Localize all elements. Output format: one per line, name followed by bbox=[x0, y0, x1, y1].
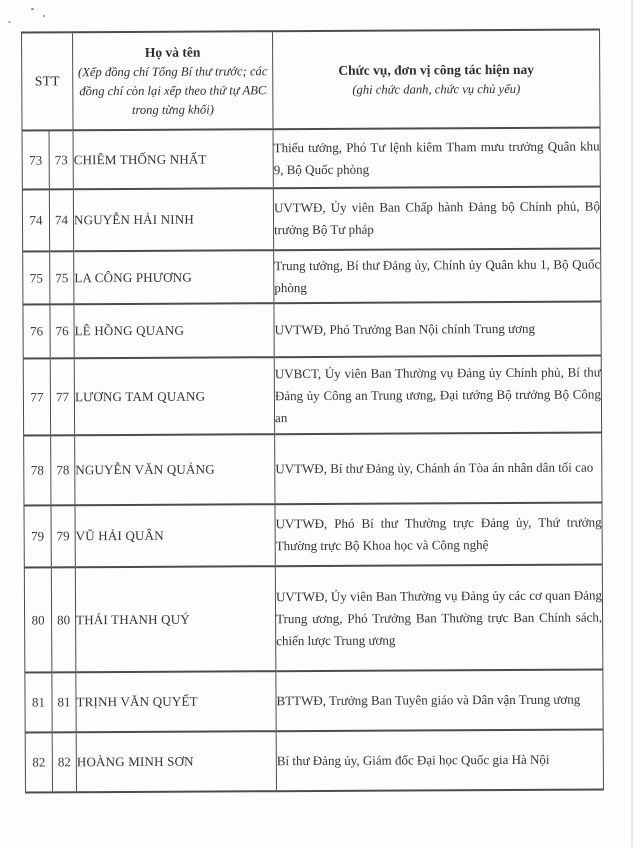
stt-cell-secondary: 78 bbox=[51, 435, 75, 505]
position-cell: UVTWĐ, Ủy viên Ban Chấp hành Đảng bộ Chính phủ, Bộ trưởng Bộ Tư pháp bbox=[273, 186, 600, 250]
name-cell: TRỊNH VĂN QUYẾT bbox=[76, 671, 276, 732]
table-header-row bbox=[22, 29, 601, 130]
position-cell: UVTWĐ, Phó Bí thư Thường trực Đảng ủy, Thứ trưởng Thường trực Bộ Khoa học và Công nghệ bbox=[275, 502, 602, 566]
officials-table bbox=[21, 28, 604, 793]
stt-cell-primary: 78 bbox=[24, 435, 51, 505]
stt-cell-secondary: 79 bbox=[51, 505, 75, 567]
position-cell: UVTWĐ, Phó Trưởng Ban Nội chính Trung ương bbox=[274, 301, 601, 357]
table-row bbox=[23, 248, 601, 304]
header-name bbox=[73, 31, 274, 130]
stt-cell-secondary: 77 bbox=[50, 358, 74, 435]
table-row bbox=[22, 186, 600, 251]
name-cell: LƯƠNG TAM QUANG bbox=[74, 357, 274, 435]
table-row bbox=[24, 432, 602, 505]
stt-cell-primary: 77 bbox=[23, 358, 50, 435]
table-row bbox=[25, 669, 603, 732]
name-cell: THÁI THANH QUÝ bbox=[75, 566, 276, 672]
table-row bbox=[23, 301, 601, 358]
stt-cell-primary: 73 bbox=[22, 130, 49, 189]
header-position-title: Chức vụ, đơn vị công tác hiện nay bbox=[338, 61, 535, 78]
stt-cell-secondary: 80 bbox=[51, 567, 76, 672]
table-row bbox=[23, 355, 601, 435]
position-cell: UVTWĐ, Bí thư Đảng ủy, Chánh án Tòa án nhân dân tối cao bbox=[275, 432, 602, 504]
scan-edge-shadow bbox=[631, 0, 633, 847]
position-cell: UVBCT, Ủy viên Ban Thường vụ Đảng ủy Chính phủ, Bí thư Đảng ủy Công an Trung ương, Đại tướng Bộ trưởng Bộ Công an bbox=[274, 355, 601, 434]
header-name-title: Họ và tên bbox=[144, 44, 201, 60]
stt-cell-secondary: 75 bbox=[50, 251, 74, 304]
header-name-note: (Xếp đồng chí Tổng Bí thư trước; các đồng chí còn lại xếp theo thứ tự ABC trong từng khối) bbox=[77, 63, 268, 117]
scan-speck bbox=[43, 15, 45, 17]
name-cell: NGUYỄN HẢI NINH bbox=[73, 188, 273, 251]
name-cell: NGUYỄN VĂN QUẢNG bbox=[75, 434, 275, 505]
position-cell: Bí thư Đảng ủy, Giám đốc Đại học Quốc gia Hà Nội bbox=[276, 729, 603, 791]
stt-cell-primary: 75 bbox=[23, 251, 50, 304]
header-position bbox=[273, 29, 601, 129]
position-cell: Trung tướng, Bí thư Đảng ủy, Chính ủy Quân khu 1, Bộ Quốc phòng bbox=[274, 248, 601, 303]
stt-cell-primary: 82 bbox=[25, 732, 52, 792]
position-cell: UVTWĐ, Ủy viên Ban Thường vụ Đảng ủy các cơ quan Đảng Trung ương, Phó Trưởng Ban Thường trực Ban Chính sách, chiến lược Trung ương bbox=[275, 564, 603, 671]
stt-cell-primary: 76 bbox=[23, 304, 50, 358]
position-cell: Thiếu tướng, Phó Tư lệnh kiêm Tham mưu trưởng Quân khu 9, Bộ Quốc phòng bbox=[273, 127, 600, 188]
name-cell: CHIÊM THỐNG NHẤT bbox=[73, 129, 273, 189]
header-stt: STT bbox=[22, 32, 74, 130]
stt-cell-secondary: 81 bbox=[52, 672, 76, 732]
stt-cell-secondary: 76 bbox=[50, 304, 74, 358]
stt-cell-secondary: 74 bbox=[49, 189, 73, 251]
table-row bbox=[24, 502, 602, 567]
table-row bbox=[25, 729, 603, 792]
scan-speck bbox=[8, 21, 11, 23]
name-cell: HOÀNG MINH SƠN bbox=[76, 731, 276, 792]
stt-cell-primary: 81 bbox=[25, 672, 52, 732]
name-cell: LÊ HỒNG QUANG bbox=[74, 303, 274, 358]
stt-cell-secondary: 82 bbox=[52, 732, 76, 792]
name-cell: VŨ HẢI QUÂN bbox=[75, 504, 275, 567]
header-position-note: (ghi chức danh, chức vụ chủ yếu) bbox=[352, 81, 521, 97]
stt-cell-primary: 79 bbox=[24, 505, 51, 567]
scan-speck bbox=[31, 8, 34, 10]
name-cell: LA CÔNG PHƯƠNG bbox=[74, 250, 274, 304]
position-cell: BTTWĐ, Trưởng Ban Tuyên giáo và Dân vận Trung ương bbox=[276, 669, 603, 731]
table-row bbox=[22, 127, 600, 189]
stt-cell-primary: 80 bbox=[24, 567, 52, 672]
stt-cell-primary: 74 bbox=[22, 189, 49, 251]
stt-cell-secondary: 73 bbox=[49, 130, 73, 189]
table-row bbox=[24, 564, 603, 672]
